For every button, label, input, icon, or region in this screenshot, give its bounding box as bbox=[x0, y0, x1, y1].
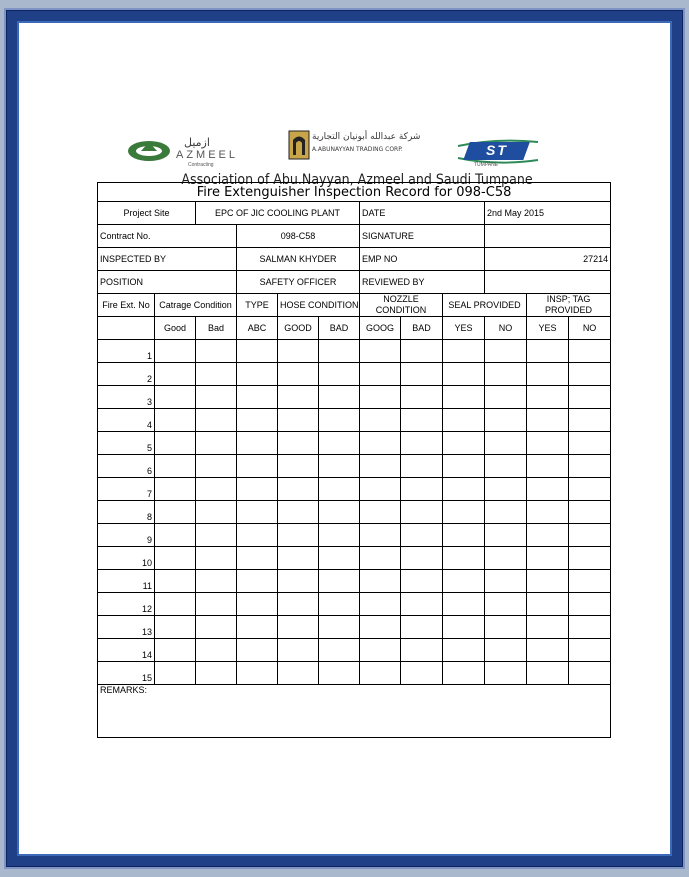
table-row bbox=[98, 547, 611, 570]
row-cell[interactable] bbox=[443, 547, 485, 570]
row-cell[interactable] bbox=[196, 340, 237, 363]
azmeel-emblem-icon bbox=[126, 138, 172, 164]
row-cell[interactable] bbox=[155, 363, 196, 386]
header-type: TYPE bbox=[237, 294, 278, 317]
row-cell[interactable] bbox=[485, 455, 527, 478]
row-cell[interactable] bbox=[443, 570, 485, 593]
row-cell[interactable] bbox=[485, 478, 527, 501]
row-cell[interactable] bbox=[569, 570, 611, 593]
row-cell[interactable] bbox=[485, 501, 527, 524]
row-cell[interactable] bbox=[196, 409, 237, 432]
row-cell[interactable] bbox=[485, 409, 527, 432]
row-cell[interactable] bbox=[569, 524, 611, 547]
inspection-rows bbox=[98, 340, 611, 685]
position-value: SAFETY OFFICER bbox=[237, 271, 360, 294]
row-cell[interactable] bbox=[278, 432, 319, 455]
azmeel-latin: AZMEEL bbox=[176, 149, 239, 161]
row-cell[interactable] bbox=[155, 639, 196, 662]
row-cell[interactable] bbox=[569, 547, 611, 570]
row-number: 4 bbox=[98, 409, 155, 432]
row-cell[interactable] bbox=[527, 409, 569, 432]
row-cell[interactable] bbox=[196, 570, 237, 593]
row-cell[interactable] bbox=[485, 570, 527, 593]
row-number: 14 bbox=[98, 639, 155, 662]
tumpane-letters: ST bbox=[486, 142, 508, 158]
row-cell[interactable] bbox=[319, 455, 360, 478]
subheader-seal-yes: YES bbox=[443, 317, 485, 340]
row-cell[interactable] bbox=[569, 501, 611, 524]
header-catrage-condition: Catrage Condition bbox=[155, 294, 237, 317]
date-value: 2nd May 2015 bbox=[485, 202, 611, 225]
row-cell[interactable] bbox=[401, 501, 443, 524]
row-cell[interactable] bbox=[485, 547, 527, 570]
row-cell[interactable] bbox=[443, 432, 485, 455]
row-cell[interactable] bbox=[401, 478, 443, 501]
row-cell[interactable] bbox=[278, 478, 319, 501]
row-cell[interactable] bbox=[569, 409, 611, 432]
row-cell[interactable] bbox=[319, 363, 360, 386]
row-cell[interactable] bbox=[196, 455, 237, 478]
reviewed-by-value[interactable] bbox=[485, 271, 611, 294]
table-row bbox=[98, 616, 611, 639]
row-cell[interactable] bbox=[569, 455, 611, 478]
row-cell[interactable] bbox=[401, 639, 443, 662]
row-cell[interactable] bbox=[155, 478, 196, 501]
subheader-catrage-bad: Bad bbox=[196, 317, 237, 340]
subheader-hose-good: GOOD bbox=[278, 317, 319, 340]
association-heading: Association of Abu.Nayyan, Azmeel and Saudi Tumpane bbox=[181, 172, 533, 188]
row-cell[interactable] bbox=[527, 501, 569, 524]
project-site-label: Project Site bbox=[98, 202, 196, 225]
row-number: 9 bbox=[98, 524, 155, 547]
row-cell[interactable] bbox=[237, 593, 278, 616]
subheader-hose-bad: BAD bbox=[319, 317, 360, 340]
table-row bbox=[98, 340, 611, 363]
remarks-cell[interactable] bbox=[98, 685, 611, 738]
row-cell[interactable] bbox=[485, 662, 527, 685]
row-cell[interactable] bbox=[155, 501, 196, 524]
row-cell[interactable] bbox=[155, 547, 196, 570]
row-cell[interactable] bbox=[360, 639, 401, 662]
row-cell[interactable] bbox=[237, 432, 278, 455]
row-cell[interactable] bbox=[319, 501, 360, 524]
row-cell[interactable] bbox=[360, 363, 401, 386]
row-number: 13 bbox=[98, 616, 155, 639]
subheader-tag-yes: YES bbox=[527, 317, 569, 340]
row-cell[interactable] bbox=[319, 593, 360, 616]
row-cell[interactable] bbox=[443, 478, 485, 501]
row-cell[interactable] bbox=[237, 363, 278, 386]
row-cell[interactable] bbox=[360, 616, 401, 639]
row-cell[interactable] bbox=[527, 639, 569, 662]
row-number: 5 bbox=[98, 432, 155, 455]
table-row bbox=[98, 455, 611, 478]
row-cell[interactable] bbox=[319, 662, 360, 685]
row-number: 2 bbox=[98, 363, 155, 386]
row-cell[interactable] bbox=[237, 340, 278, 363]
row-cell[interactable] bbox=[196, 478, 237, 501]
inspected-by-value: SALMAN KHYDER bbox=[237, 248, 360, 271]
abunayyan-emblem-icon bbox=[288, 130, 310, 160]
row-cell[interactable] bbox=[196, 501, 237, 524]
row-number: 11 bbox=[98, 570, 155, 593]
abunayyan-arabic: شركة عبدالله أبونيان التجارية bbox=[312, 132, 421, 142]
row-cell[interactable] bbox=[485, 432, 527, 455]
position-label: POSITION bbox=[98, 271, 237, 294]
date-label: DATE bbox=[360, 202, 485, 225]
row-cell[interactable] bbox=[527, 340, 569, 363]
row-cell[interactable] bbox=[237, 386, 278, 409]
row-cell[interactable] bbox=[237, 547, 278, 570]
row-cell[interactable] bbox=[360, 570, 401, 593]
row-cell[interactable] bbox=[278, 616, 319, 639]
row-cell[interactable] bbox=[527, 662, 569, 685]
row-cell[interactable] bbox=[443, 501, 485, 524]
row-cell[interactable] bbox=[443, 409, 485, 432]
table-row bbox=[98, 524, 611, 547]
row-cell[interactable] bbox=[485, 639, 527, 662]
row-cell[interactable] bbox=[360, 547, 401, 570]
project-site-value: EPC OF JIC COOLING PLANT bbox=[196, 202, 360, 225]
row-cell[interactable] bbox=[569, 639, 611, 662]
row-cell[interactable] bbox=[443, 616, 485, 639]
row-cell[interactable] bbox=[278, 455, 319, 478]
row-number: 1 bbox=[98, 340, 155, 363]
row-cell[interactable] bbox=[443, 386, 485, 409]
table-row bbox=[98, 593, 611, 616]
row-cell[interactable] bbox=[278, 340, 319, 363]
row-cell[interactable] bbox=[196, 639, 237, 662]
remarks-label: REMARKS: bbox=[100, 685, 148, 695]
row-cell[interactable] bbox=[401, 616, 443, 639]
row-cell[interactable] bbox=[527, 455, 569, 478]
row-cell[interactable] bbox=[527, 616, 569, 639]
row-cell[interactable] bbox=[319, 409, 360, 432]
row-cell[interactable] bbox=[569, 432, 611, 455]
inspected-by-label: INSPECTED BY bbox=[98, 248, 237, 271]
form-title: Fire Extenguisher Inspection Record for 098-C58 bbox=[98, 183, 611, 202]
row-cell[interactable] bbox=[401, 593, 443, 616]
row-cell[interactable] bbox=[485, 593, 527, 616]
row-cell[interactable] bbox=[360, 386, 401, 409]
row-cell[interactable] bbox=[237, 570, 278, 593]
row-cell[interactable] bbox=[319, 340, 360, 363]
row-cell[interactable] bbox=[278, 524, 319, 547]
row-cell[interactable] bbox=[569, 593, 611, 616]
row-number: 8 bbox=[98, 501, 155, 524]
row-cell[interactable] bbox=[319, 570, 360, 593]
table-row bbox=[98, 386, 611, 409]
signature-value[interactable] bbox=[485, 225, 611, 248]
row-cell[interactable] bbox=[319, 478, 360, 501]
row-cell[interactable] bbox=[360, 662, 401, 685]
row-cell[interactable] bbox=[196, 662, 237, 685]
row-cell[interactable] bbox=[527, 524, 569, 547]
row-cell[interactable] bbox=[401, 340, 443, 363]
row-cell[interactable] bbox=[319, 524, 360, 547]
azmeel-arabic: ازميل bbox=[184, 136, 210, 149]
row-cell[interactable] bbox=[401, 432, 443, 455]
row-cell[interactable] bbox=[319, 432, 360, 455]
row-cell[interactable] bbox=[237, 501, 278, 524]
row-number: 3 bbox=[98, 386, 155, 409]
row-cell[interactable] bbox=[401, 363, 443, 386]
azmeel-logo bbox=[126, 136, 266, 166]
emp-no-label: EMP NO bbox=[360, 248, 485, 271]
logo-strip bbox=[118, 128, 548, 176]
table-row bbox=[98, 478, 611, 501]
header-hose-condition: HOSE CONDITION bbox=[278, 294, 360, 317]
table-row bbox=[98, 639, 611, 662]
row-cell[interactable] bbox=[569, 478, 611, 501]
row-cell[interactable] bbox=[319, 547, 360, 570]
row-cell[interactable] bbox=[278, 547, 319, 570]
row-cell[interactable] bbox=[237, 409, 278, 432]
row-cell[interactable] bbox=[360, 340, 401, 363]
subheader-type-abc: ABC bbox=[237, 317, 278, 340]
azmeel-sub: Contracting bbox=[188, 162, 214, 168]
row-number: 15 bbox=[98, 662, 155, 685]
row-cell[interactable] bbox=[443, 455, 485, 478]
row-cell[interactable] bbox=[196, 386, 237, 409]
row-cell[interactable] bbox=[237, 455, 278, 478]
row-cell[interactable] bbox=[278, 593, 319, 616]
row-cell[interactable] bbox=[401, 570, 443, 593]
row-cell[interactable] bbox=[443, 524, 485, 547]
row-cell[interactable] bbox=[196, 524, 237, 547]
row-cell[interactable] bbox=[155, 662, 196, 685]
table-row bbox=[98, 363, 611, 386]
row-number: 10 bbox=[98, 547, 155, 570]
row-number: 7 bbox=[98, 478, 155, 501]
row-cell[interactable] bbox=[485, 363, 527, 386]
row-cell[interactable] bbox=[155, 409, 196, 432]
row-cell[interactable] bbox=[155, 386, 196, 409]
subheader-nozzle-goog: GOOG bbox=[360, 317, 401, 340]
row-cell[interactable] bbox=[569, 363, 611, 386]
abunayyan-latin: A.ABUNAYYAN TRADING CORP. bbox=[312, 146, 403, 153]
row-cell[interactable] bbox=[237, 639, 278, 662]
row-cell[interactable] bbox=[237, 662, 278, 685]
row-cell[interactable] bbox=[485, 340, 527, 363]
row-cell[interactable] bbox=[360, 593, 401, 616]
row-cell[interactable] bbox=[401, 409, 443, 432]
row-cell[interactable] bbox=[360, 455, 401, 478]
tumpane-logo bbox=[456, 136, 540, 168]
table-row bbox=[98, 570, 611, 593]
row-cell[interactable] bbox=[155, 455, 196, 478]
row-cell[interactable] bbox=[155, 593, 196, 616]
header-nozzle-condition: NOZZLE CONDITION bbox=[360, 294, 443, 317]
row-cell[interactable] bbox=[360, 432, 401, 455]
subheader-seal-no: NO bbox=[485, 317, 527, 340]
row-cell[interactable] bbox=[278, 570, 319, 593]
row-cell[interactable] bbox=[569, 616, 611, 639]
row-cell[interactable] bbox=[196, 363, 237, 386]
header-insp-tag-provided: INSP; TAG PROVIDED bbox=[527, 294, 611, 317]
row-cell[interactable] bbox=[485, 524, 527, 547]
row-cell[interactable] bbox=[527, 570, 569, 593]
row-cell[interactable] bbox=[527, 593, 569, 616]
row-cell[interactable] bbox=[278, 409, 319, 432]
row-cell[interactable] bbox=[360, 501, 401, 524]
row-cell[interactable] bbox=[155, 616, 196, 639]
subheader-blank bbox=[98, 317, 155, 340]
row-cell[interactable] bbox=[527, 363, 569, 386]
row-cell[interactable] bbox=[360, 409, 401, 432]
row-cell[interactable] bbox=[527, 478, 569, 501]
row-cell[interactable] bbox=[401, 547, 443, 570]
subheader-tag-no: NO bbox=[569, 317, 611, 340]
row-cell[interactable] bbox=[443, 593, 485, 616]
row-cell[interactable] bbox=[155, 432, 196, 455]
header-seal-provided: SEAL PROVIDED bbox=[443, 294, 527, 317]
row-cell[interactable] bbox=[237, 616, 278, 639]
row-cell[interactable] bbox=[237, 478, 278, 501]
row-cell[interactable] bbox=[155, 340, 196, 363]
row-number: 12 bbox=[98, 593, 155, 616]
header-fire-ext-no: Fire Ext. No bbox=[98, 294, 155, 317]
row-cell[interactable] bbox=[401, 386, 443, 409]
row-cell[interactable] bbox=[401, 455, 443, 478]
row-cell[interactable] bbox=[155, 524, 196, 547]
emp-no-value: 27214 bbox=[485, 248, 611, 271]
signature-label: SIGNATURE bbox=[360, 225, 485, 248]
row-cell[interactable] bbox=[319, 386, 360, 409]
row-cell[interactable] bbox=[196, 593, 237, 616]
row-cell[interactable] bbox=[237, 524, 278, 547]
row-cell[interactable] bbox=[443, 662, 485, 685]
row-cell[interactable] bbox=[443, 340, 485, 363]
table-row bbox=[98, 432, 611, 455]
row-cell[interactable] bbox=[196, 432, 237, 455]
contract-value: 098-C58 bbox=[237, 225, 360, 248]
row-cell[interactable] bbox=[278, 639, 319, 662]
row-cell[interactable] bbox=[278, 662, 319, 685]
row-cell[interactable] bbox=[443, 639, 485, 662]
row-cell[interactable] bbox=[485, 616, 527, 639]
row-cell[interactable] bbox=[401, 524, 443, 547]
contract-label: Contract No. bbox=[98, 225, 237, 248]
row-cell[interactable] bbox=[443, 363, 485, 386]
table-row bbox=[98, 501, 611, 524]
table-row bbox=[98, 662, 611, 685]
row-cell[interactable] bbox=[360, 478, 401, 501]
row-cell[interactable] bbox=[569, 386, 611, 409]
reviewed-by-label: REVIEWED BY bbox=[360, 271, 485, 294]
subheader-nozzle-bad: BAD bbox=[401, 317, 443, 340]
row-number: 6 bbox=[98, 455, 155, 478]
table-row bbox=[98, 409, 611, 432]
row-cell[interactable] bbox=[569, 662, 611, 685]
row-cell[interactable] bbox=[527, 432, 569, 455]
subheader-catrage-good: Good bbox=[155, 317, 196, 340]
tumpane-sub: TUMPANE bbox=[474, 162, 499, 168]
row-cell[interactable] bbox=[527, 547, 569, 570]
row-cell[interactable] bbox=[278, 363, 319, 386]
row-cell[interactable] bbox=[319, 616, 360, 639]
row-cell[interactable] bbox=[569, 340, 611, 363]
row-cell[interactable] bbox=[278, 386, 319, 409]
abunayyan-logo bbox=[288, 128, 421, 168]
row-cell[interactable] bbox=[319, 639, 360, 662]
row-cell[interactable] bbox=[401, 662, 443, 685]
row-cell[interactable] bbox=[155, 570, 196, 593]
row-cell[interactable] bbox=[360, 524, 401, 547]
row-cell[interactable] bbox=[527, 386, 569, 409]
inspection-form bbox=[97, 182, 611, 738]
row-cell[interactable] bbox=[196, 547, 237, 570]
row-cell[interactable] bbox=[196, 616, 237, 639]
row-cell[interactable] bbox=[278, 501, 319, 524]
row-cell[interactable] bbox=[485, 386, 527, 409]
